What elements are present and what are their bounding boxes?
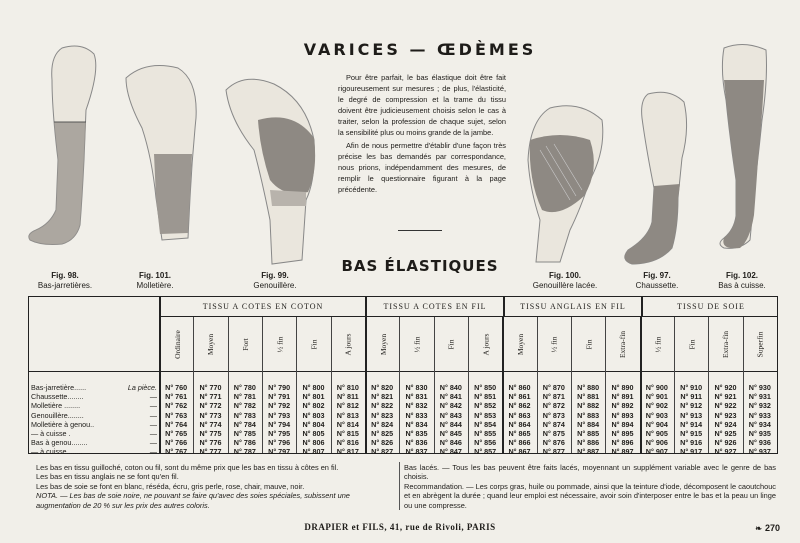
table-cell: N° 923 <box>714 410 737 420</box>
table-cell: N° 816 <box>336 438 359 448</box>
figure-number: Fig. 98. <box>51 271 79 280</box>
table-cell: N° 805 <box>302 428 325 438</box>
table-cell: N° 920 <box>714 383 737 392</box>
table-cell: N° 787 <box>233 447 256 457</box>
table-cell: N° 882 <box>577 401 600 411</box>
column-header-label: Extra-fin <box>618 330 628 358</box>
table-cell: N° 914 <box>680 419 703 429</box>
table-cell: N° 915 <box>680 428 703 438</box>
row-unit: — <box>149 419 157 429</box>
note-anglais: Les bas en tissu anglais ne se font qu'en fil. <box>36 472 179 482</box>
table-column <box>502 383 536 457</box>
table-cell: N° 903 <box>645 410 668 420</box>
table-cell: N° 902 <box>645 401 668 411</box>
column-header <box>674 317 708 371</box>
table-cell: N° 786 <box>233 438 256 448</box>
table-cell: N° 794 <box>268 419 291 429</box>
row-unit: — <box>149 447 157 457</box>
table-cell: N° 817 <box>336 447 359 457</box>
table-cell: N° 823 <box>371 410 394 420</box>
table-cell: N° 891 <box>611 392 634 402</box>
table-cell: N° 834 <box>405 419 428 429</box>
column-header-label: Fin <box>584 338 594 350</box>
row-unit: — <box>149 410 157 420</box>
table-cell: N° 800 <box>302 383 325 392</box>
notes-divider <box>399 462 400 510</box>
figure-caption-102 <box>706 271 778 291</box>
table-cell: N° 826 <box>371 438 394 448</box>
table-column <box>159 383 193 457</box>
column-header-label: Extra-fin <box>721 330 731 358</box>
table-cell: N° 775 <box>199 428 222 438</box>
table-cell: N° 860 <box>508 383 531 392</box>
table-column <box>640 383 674 457</box>
row-label-text: Genouillère........ <box>31 410 84 420</box>
figure-caption-99 <box>240 271 310 291</box>
table-cell: N° 837 <box>405 447 428 457</box>
table-cell: N° 881 <box>577 392 600 402</box>
table-column <box>193 383 227 457</box>
table-cell: N° 797 <box>268 447 291 457</box>
table-column <box>434 383 468 457</box>
table-column <box>605 383 639 457</box>
table-cell: N° 924 <box>714 419 737 429</box>
row-unit: La pièce. <box>127 383 157 392</box>
figure-caption-101 <box>120 271 190 291</box>
table-column <box>228 383 262 457</box>
table-cell: N° 910 <box>680 383 703 392</box>
table-column <box>262 383 296 457</box>
table-cell: N° 850 <box>474 383 497 392</box>
table-cell: N° 890 <box>611 383 634 392</box>
table-cell: N° 770 <box>199 383 222 392</box>
table-cell: N° 774 <box>199 419 222 429</box>
column-header-label: Fin <box>446 338 456 350</box>
row-unit: — <box>149 428 157 438</box>
column-header <box>605 317 639 371</box>
intro-text <box>338 72 506 195</box>
table-cell: N° 935 <box>748 428 771 438</box>
table-cell: N° 876 <box>542 438 565 448</box>
table-cell: N° 926 <box>714 438 737 448</box>
notes-left <box>36 463 396 510</box>
table-cell: N° 893 <box>611 410 634 420</box>
group-header: TISSU ANGLAIS EN FIL <box>503 297 641 317</box>
table-cell: N° 767 <box>165 447 188 457</box>
figure-name: Bas à cuisse. <box>718 281 766 290</box>
table-cell: N° 866 <box>508 438 531 448</box>
figure-name: Chaussette. <box>635 281 679 290</box>
column-header-label: ½ fin <box>275 336 285 352</box>
figure-number: Fig. 97. <box>643 271 671 280</box>
column-header <box>193 317 227 371</box>
figure-name: Molletière. <box>136 281 174 290</box>
table-cell: N° 761 <box>165 392 188 402</box>
table-cell: N° 846 <box>439 438 462 448</box>
table-cell: N° 760 <box>165 383 188 392</box>
table-row-label <box>31 411 157 420</box>
table-cell: N° 766 <box>165 438 188 448</box>
table-cell: N° 815 <box>336 428 359 438</box>
table-column <box>743 383 777 457</box>
table-cell: N° 792 <box>268 401 291 411</box>
table-cell: N° 874 <box>542 419 565 429</box>
table-cell: N° 790 <box>268 383 291 392</box>
header-rule <box>29 371 777 372</box>
column-header <box>228 317 262 371</box>
table-cell: N° 862 <box>508 401 531 411</box>
table-cell: N° 901 <box>645 392 668 402</box>
column-header <box>743 317 777 371</box>
table-cell: N° 807 <box>302 447 325 457</box>
column-header-label: Fort <box>240 337 250 351</box>
figure-name: Genouillère lacée. <box>532 281 598 290</box>
figure-caption-98 <box>20 271 110 291</box>
row-label-text: — à cuisse........ <box>31 447 83 457</box>
row-label-text: Chaussette........ <box>31 392 84 402</box>
note-nota: NOTA. — Les bas de soie noire, ne pouvant se faire qu'avec des soies spéciales, subissent une augmentation de 20 % sur les prix des autres coloris. <box>36 491 350 510</box>
table-group-headers <box>159 297 777 317</box>
table-cell: N° 822 <box>371 401 394 411</box>
figure-bas-jarretiere <box>22 40 112 250</box>
table-cell: N° 831 <box>405 392 428 402</box>
row-label-text: — à cuisse . <box>31 428 71 438</box>
table-cell: N° 917 <box>680 447 703 457</box>
section-title: BAS ÉLASTIQUES <box>341 257 499 275</box>
column-header-label: Moyen <box>378 333 388 355</box>
table-cell: N° 827 <box>371 447 394 457</box>
table-cell: N° 824 <box>371 419 394 429</box>
table-cell: N° 804 <box>302 419 325 429</box>
table-cell: N° 833 <box>405 410 428 420</box>
column-header-label: ½ fin <box>412 336 422 352</box>
table-cell: N° 867 <box>508 447 531 457</box>
figure-number: Fig. 102. <box>725 271 758 280</box>
table-cell: N° 802 <box>302 401 325 411</box>
table-cell: N° 871 <box>542 392 565 402</box>
table-cell: N° 764 <box>165 419 188 429</box>
table-cell: N° 812 <box>336 401 359 411</box>
table-row-label <box>31 447 157 456</box>
table-cell: N° 803 <box>302 410 325 420</box>
table-cell: N° 907 <box>645 447 668 457</box>
table-cell: N° 796 <box>268 438 291 448</box>
table-column <box>537 383 571 457</box>
table-cell: N° 857 <box>474 447 497 457</box>
table-column <box>365 383 399 457</box>
table-cell: N° 937 <box>748 447 771 457</box>
table-cell: N° 773 <box>199 410 222 420</box>
column-header-label: Ordinaire <box>172 329 182 359</box>
table-cell: N° 880 <box>577 383 600 392</box>
figure-caption-100 <box>522 271 608 291</box>
table-cell: N° 810 <box>336 383 359 392</box>
table-cell: N° 835 <box>405 428 428 438</box>
figure-genouillere <box>214 70 324 270</box>
table-cell: N° 830 <box>405 383 428 392</box>
table-cell: N° 832 <box>405 401 428 411</box>
notes-right <box>404 463 776 510</box>
table-cell: N° 877 <box>542 447 565 457</box>
note-guilloche: Les bas en tissu guilloché, coton ou fil, sont du même prix que les bas en tissu à côtes en fil. <box>36 463 339 472</box>
ornament-icon: ❧ <box>755 524 762 533</box>
column-header-label: Moyen <box>515 333 525 355</box>
row-label-text: Bas-jarretière...... <box>31 383 87 392</box>
group-header: TISSU A COTES EN COTON <box>159 297 365 317</box>
table-cell: N° 843 <box>439 410 462 420</box>
table-cell: N° 793 <box>268 410 291 420</box>
table-cell: N° 872 <box>542 401 565 411</box>
footer-address: DRAPIER et FILS, 41, rue de Rivoli, PARIS <box>304 522 496 532</box>
table-cell: N° 906 <box>645 438 668 448</box>
table-cell: N° 885 <box>577 428 600 438</box>
table-column <box>399 383 433 457</box>
row-unit: — <box>149 438 157 448</box>
table-row-label <box>31 401 157 410</box>
column-header <box>159 317 193 371</box>
column-header-label: ½ fin <box>653 336 663 352</box>
column-header <box>537 317 571 371</box>
page-number <box>755 523 780 533</box>
figure-name: Bas-jarretières. <box>37 281 93 290</box>
table-cell: N° 912 <box>680 401 703 411</box>
table-cell: N° 840 <box>439 383 462 392</box>
column-header <box>296 317 330 371</box>
note-soie: Les bas de soie se font en blanc, réséda, écru, gris perle, rose, chair, mauve, noir. <box>36 481 305 491</box>
row-unit: — <box>149 392 157 402</box>
table-cell: N° 791 <box>268 392 291 402</box>
table-column <box>708 383 742 457</box>
figure-number: Fig. 100. <box>548 271 581 280</box>
figure-number: Fig. 101. <box>138 271 171 280</box>
table-column <box>571 383 605 457</box>
table-cell: N° 892 <box>611 401 634 411</box>
table-cell: N° 820 <box>371 383 394 392</box>
table-cell: N° 873 <box>542 410 565 420</box>
table-cell: N° 842 <box>439 401 462 411</box>
table-cell: N° 780 <box>233 383 256 392</box>
column-header-label: A jours <box>481 333 491 355</box>
column-header-label: Fin <box>309 338 319 350</box>
figure-molletiere <box>116 58 206 258</box>
table-cell: N° 921 <box>714 392 737 402</box>
table-cell: N° 900 <box>645 383 668 392</box>
table-cell: N° 854 <box>474 419 497 429</box>
table-cell: N° 922 <box>714 401 737 411</box>
column-header-label: Moyen <box>206 333 216 355</box>
table-cell: N° 851 <box>474 392 497 402</box>
table-cell: N° 813 <box>336 410 359 420</box>
figure-number: Fig. 99. <box>261 271 289 280</box>
column-header <box>708 317 742 371</box>
column-header-label: A jours <box>343 333 353 355</box>
table-cell: N° 781 <box>233 392 256 402</box>
table-cell: N° 825 <box>371 428 394 438</box>
table-column <box>296 383 330 457</box>
table-cell: N° 855 <box>474 428 497 438</box>
intro-paragraph-2: Afin de nous permettre d'établir d'une façon très précise les bas demandés par correspondance, nous prions, indépendamment des mesures, de remplir le questionnaire figurant à la page précédente. <box>338 141 506 194</box>
table-cell: N° 814 <box>336 419 359 429</box>
table-cell: N° 776 <box>199 438 222 448</box>
table-cell: N° 897 <box>611 447 634 457</box>
table-cell: N° 932 <box>748 401 771 411</box>
price-table <box>28 296 778 457</box>
row-label-text: Molletière ........ <box>31 401 81 411</box>
table-cell: N° 870 <box>542 383 565 392</box>
table-cell: N° 852 <box>474 401 497 411</box>
table-cell: N° 765 <box>165 428 188 438</box>
table-cell: N° 911 <box>680 392 702 402</box>
table-column <box>674 383 708 457</box>
table-cell: N° 856 <box>474 438 497 448</box>
table-cell: N° 845 <box>439 428 462 438</box>
table-column <box>331 383 365 457</box>
table-cell: N° 844 <box>439 419 462 429</box>
table-cell: N° 811 <box>336 392 359 402</box>
table-cell: N° 883 <box>577 410 600 420</box>
table-cell: N° 762 <box>165 401 188 411</box>
column-header <box>468 317 502 371</box>
table-column <box>468 383 502 457</box>
figure-caption-97 <box>624 271 690 291</box>
page-number-value: 270 <box>764 523 780 533</box>
table-cell: N° 853 <box>474 410 497 420</box>
intro-paragraph-1: Pour être parfait, le bas élastique doit être fait rigoureusement sur mesures ; de plus, l'élasticité, le degré de compression et la trame du tissu doivent être judicieusement choisis selon le cas à traiter, selon la profession de chaque sujet, selon la sensibilité plus ou moins grande de la jambe. <box>338 73 506 137</box>
figure-chaussette <box>618 88 698 268</box>
table-cell: N° 931 <box>748 392 771 402</box>
table-cell: N° 772 <box>199 401 222 411</box>
column-header <box>434 317 468 371</box>
table-cell: N° 864 <box>508 419 531 429</box>
table-cell: N° 927 <box>714 447 737 457</box>
row-label-text: Molletière à genou.. <box>31 419 95 429</box>
column-header <box>365 317 399 371</box>
figure-genouillere-lacee <box>520 100 610 270</box>
table-cell: N° 905 <box>645 428 668 438</box>
column-header <box>331 317 365 371</box>
table-row-label <box>31 420 157 429</box>
table-cell: N° 884 <box>577 419 600 429</box>
page-title: VARICES — ŒDÈMES <box>303 40 537 59</box>
column-header <box>640 317 674 371</box>
table-cell: N° 875 <box>542 428 565 438</box>
table-row-label <box>31 438 157 447</box>
row-label-text: Bas à genou........ <box>31 438 88 448</box>
table-cell: N° 836 <box>405 438 428 448</box>
table-cell: N° 801 <box>302 392 325 402</box>
table-cell: N° 841 <box>439 392 462 402</box>
table-cell: N° 777 <box>199 447 222 457</box>
table-row-label <box>31 429 157 438</box>
table-cell: N° 771 <box>199 392 222 402</box>
table-cell: N° 763 <box>165 410 188 420</box>
column-header <box>502 317 536 371</box>
table-cell: N° 821 <box>371 392 394 402</box>
row-unit: — <box>149 401 157 411</box>
table-cell: N° 916 <box>680 438 703 448</box>
column-header <box>571 317 605 371</box>
table-cell: N° 785 <box>233 428 256 438</box>
group-header: TISSU DE SOIE <box>641 297 779 317</box>
column-header-label: Fin <box>687 338 697 350</box>
table-row-label <box>31 392 157 401</box>
table-cell: N° 913 <box>680 410 703 420</box>
note-recommandation: Recommandation. — Les corps gras, huile ou pommade, ainsi que la teinture d'iode, décomposent le caoutchouc et en abrègent la durée ; quand leur emploi est nécessaire, avoir soin d'interposer entre le bas et la peau un linge ou une compresse. <box>404 481 776 510</box>
table-cell: N° 934 <box>748 419 771 429</box>
table-cell: N° 887 <box>577 447 600 457</box>
column-header-label: Superfin <box>755 331 765 357</box>
note-bas-laces: Bas lacés. — Tous les bas peuvent être faits lacés, moyennant un supplément variable avec le genre de bas choisis. <box>404 463 776 482</box>
table-cell: N° 782 <box>233 401 256 411</box>
divider <box>398 230 442 231</box>
table-cell: N° 865 <box>508 428 531 438</box>
table-row-label <box>31 383 157 392</box>
column-header <box>399 317 433 371</box>
group-header: TISSU A COTES EN FIL <box>365 297 503 317</box>
column-header-label: ½ fin <box>549 336 559 352</box>
table-cell: N° 847 <box>439 447 462 457</box>
table-cell: N° 861 <box>508 392 531 402</box>
row-labels <box>31 383 157 457</box>
table-cell: N° 936 <box>748 438 771 448</box>
table-cell: N° 895 <box>611 428 634 438</box>
column-header <box>262 317 296 371</box>
table-cell: N° 904 <box>645 419 668 429</box>
table-cell: N° 933 <box>748 410 771 420</box>
table-cell: N° 930 <box>748 383 771 392</box>
table-cell: N° 806 <box>302 438 325 448</box>
table-cell: N° 783 <box>233 410 256 420</box>
table-cell: N° 925 <box>714 428 737 438</box>
table-cell: N° 894 <box>611 419 634 429</box>
table-cell: N° 896 <box>611 438 634 448</box>
figure-name: Genouillère. <box>253 281 297 290</box>
table-cell: N° 784 <box>233 419 256 429</box>
figure-bas-a-cuisse <box>710 40 780 255</box>
table-cell: N° 863 <box>508 410 531 420</box>
table-cell: N° 795 <box>268 428 291 438</box>
table-cell: N° 886 <box>577 438 600 448</box>
